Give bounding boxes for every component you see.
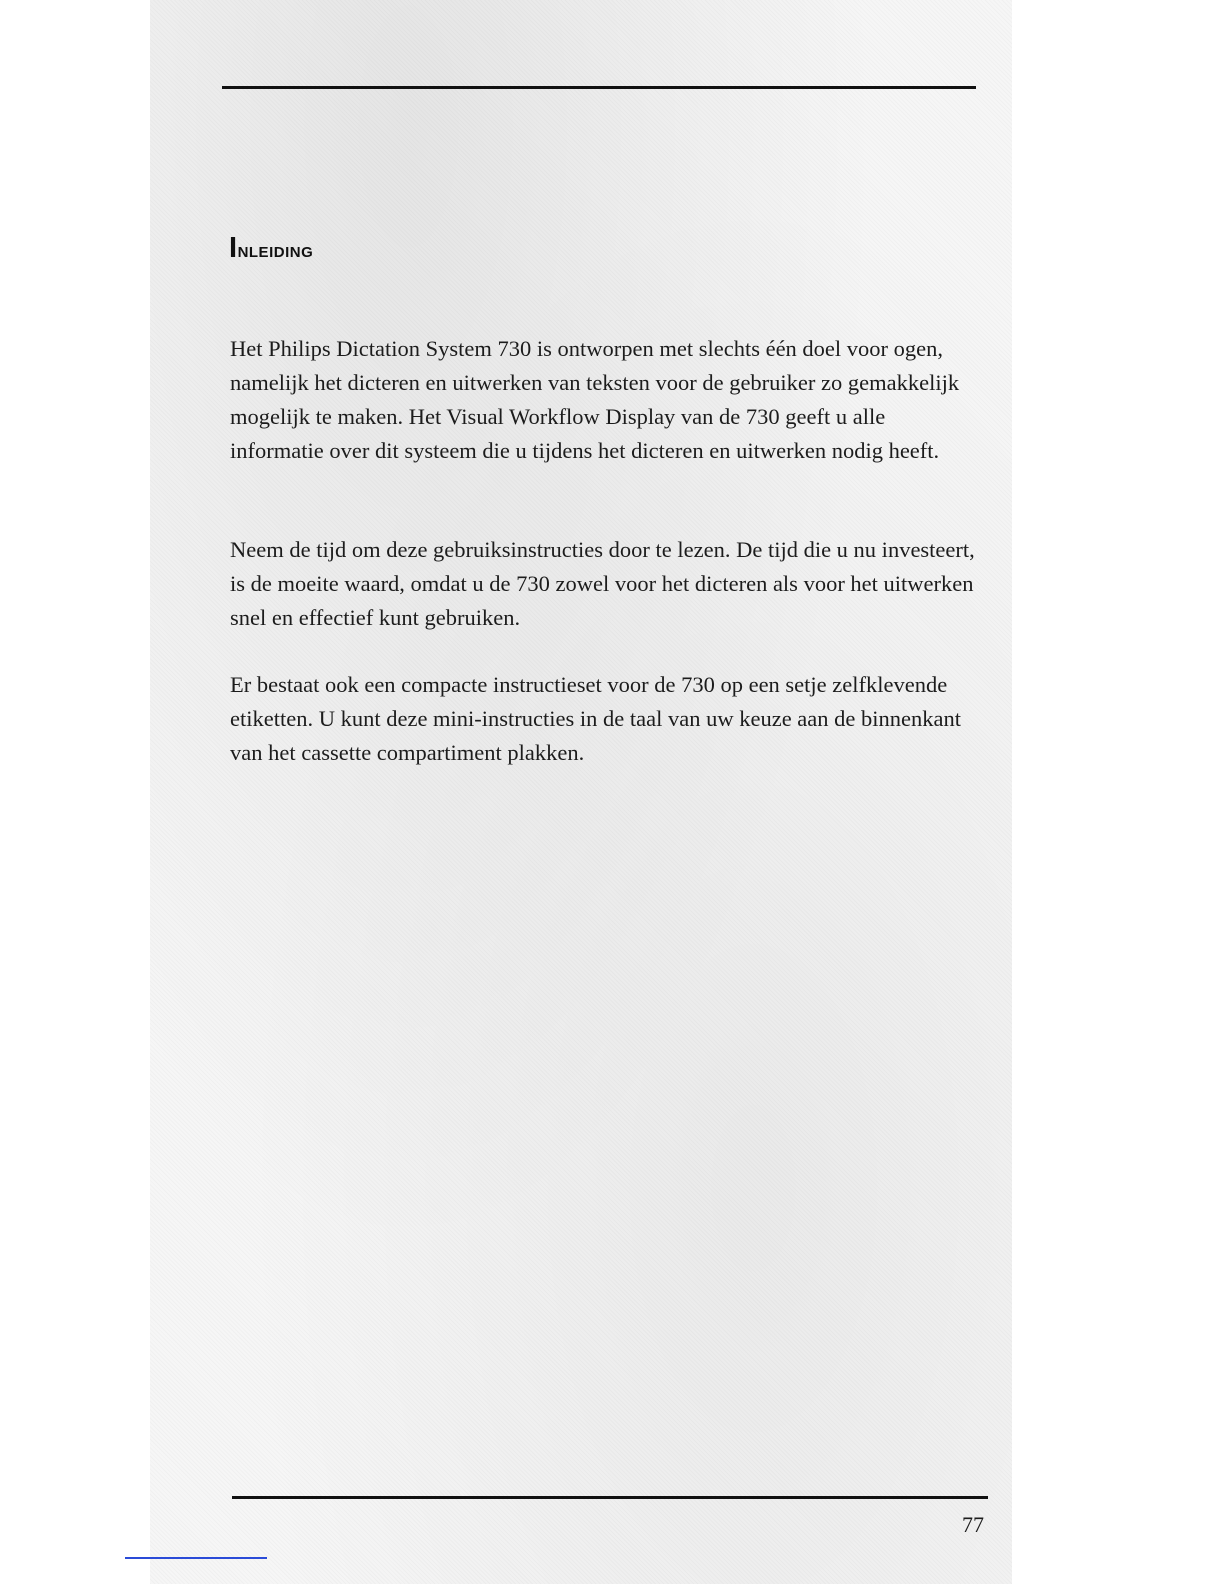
heading-initial: I	[229, 232, 238, 264]
heading-rest: nleiding	[237, 239, 314, 262]
top-rule	[222, 86, 976, 89]
paragraph-intro: Het Philips Dictation System 730 is ontworpen met slechts één doel voor ogen, namelijk het dicteren en uitwerken van teksten voor de gebruiker zo gemakkelijk mogelijk te maken. Het Visual Workflow Display van de 730 geeft u alle informatie over dit systeem die u tijdens het dicteren en uitwerken nodig heeft.	[230, 336, 960, 463]
section-heading	[229, 232, 313, 265]
paragraph-compact-instructions: Er bestaat ook een compacte instructieset voor de 730 op een setje zelfklevende etiketten. U kunt deze mini-instructies in de taal van uw keuze aan de binnenkant van het cassette compartiment plakken.	[230, 672, 961, 765]
corner-link-underline[interactable]	[125, 1557, 267, 1559]
page-number: 77	[962, 1512, 984, 1537]
bottom-rule	[232, 1496, 988, 1499]
paragraph-reading-advice: Neem de tijd om deze gebruiksinstructies door te lezen. De tijd die u nu investeert, is de moeite waard, omdat u de 730 zowel voor het dicteren als voor het uitwerken snel en effectief kunt gebruiken.	[230, 537, 975, 630]
